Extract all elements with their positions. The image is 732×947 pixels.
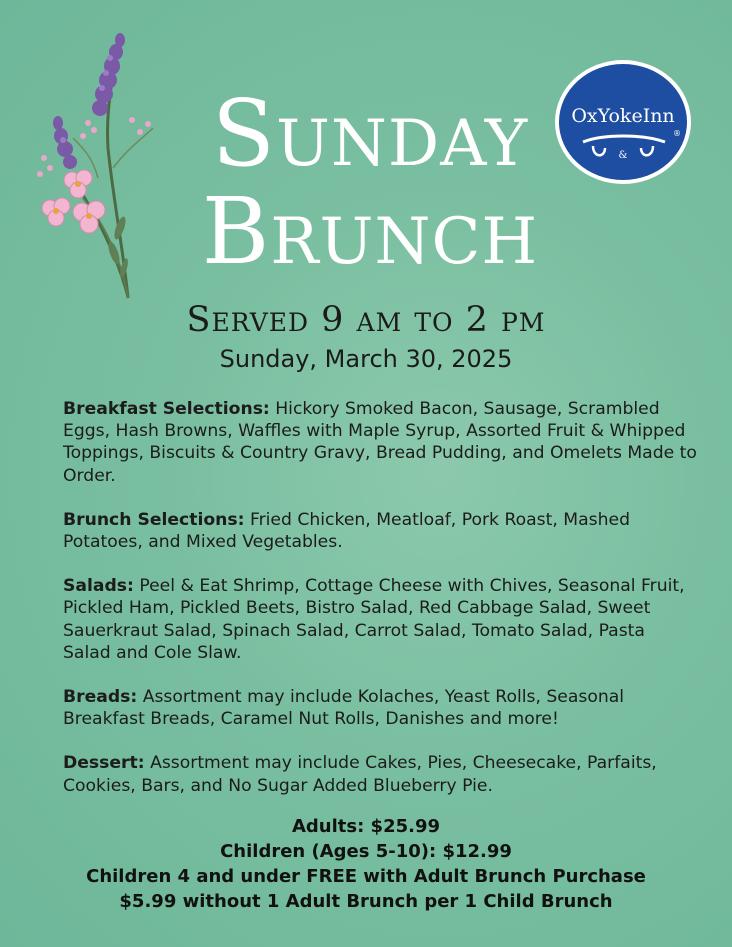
brunch-date: Sunday, March 30, 2025	[219, 345, 513, 373]
section-label: Dessert:	[63, 753, 145, 774]
section-text: Hickory Smoked Bacon, Sausage, Scrambled Eggs, Hash Browns, Waffles with Maple Syrup, Assorted Fruit & Whipped Toppings, Biscuits & Country Gravy, Bread Pudding, and Omelets Made to Order.	[63, 399, 697, 486]
price-children: Children (Ages 5-10): $12.99	[220, 841, 512, 862]
price-free-note: Children 4 and under FREE with Adult Brunch Purchase	[86, 866, 646, 887]
section-label: Brunch Selections:	[63, 509, 245, 530]
section-text: Peel & Eat Shrimp, Cottage Cheese with Chives, Seasonal Fruit, Pickled Ham, Pickled Beets, Bistro Salad, Red Cabbage Salad, Sweet Sauerkraut Salad, Spinach Salad, Carrot Salad, Tomato Salad, Pasta Salad and Cole Slaw.	[63, 576, 685, 663]
menu-section-breakfast	[63, 398, 697, 487]
page-title	[190, 80, 550, 285]
section-label: Breads:	[63, 687, 138, 708]
section-label: Salads:	[63, 576, 134, 597]
section-label: Breakfast Selections:	[63, 399, 270, 419]
logo-registered: ®	[673, 129, 681, 138]
ox-yoke-inn-logo	[553, 58, 693, 186]
section-text: Assortment may include Cakes, Pies, Cheesecake, Parfaits, Cookies, Bars, and No Sugar Added Blueberry Pie.	[63, 753, 657, 796]
menu-section-brunch	[63, 509, 697, 553]
price-surcharge-note: $5.99 without 1 Adult Brunch per 1 Child Brunch	[119, 891, 613, 912]
menu-list	[63, 398, 697, 819]
section-text: Assortment may include Kolaches, Yeast Rolls, Seasonal Breakfast Breads, Caramel Nut Rolls, Danishes and more!	[63, 687, 625, 730]
logo-text: OxYokeInn	[571, 105, 675, 127]
price-adults: Adults: $25.99	[291, 816, 441, 837]
menu-section-salads	[63, 575, 697, 664]
menu-section-dessert	[63, 752, 697, 796]
service-hours: Served 9 am to 2 pm	[186, 300, 546, 340]
section-text: Fried Chicken, Meatloaf, Pork Roast, Mashed Potatoes, and Mixed Vegetables.	[63, 509, 630, 553]
pricing	[0, 814, 732, 914]
svg-text:&: &	[618, 150, 628, 161]
menu-section-breads	[63, 686, 697, 730]
floral-illustration	[28, 28, 158, 308]
title-line-2: Brunch	[201, 178, 539, 285]
title-line-1: Sunday	[211, 80, 529, 187]
